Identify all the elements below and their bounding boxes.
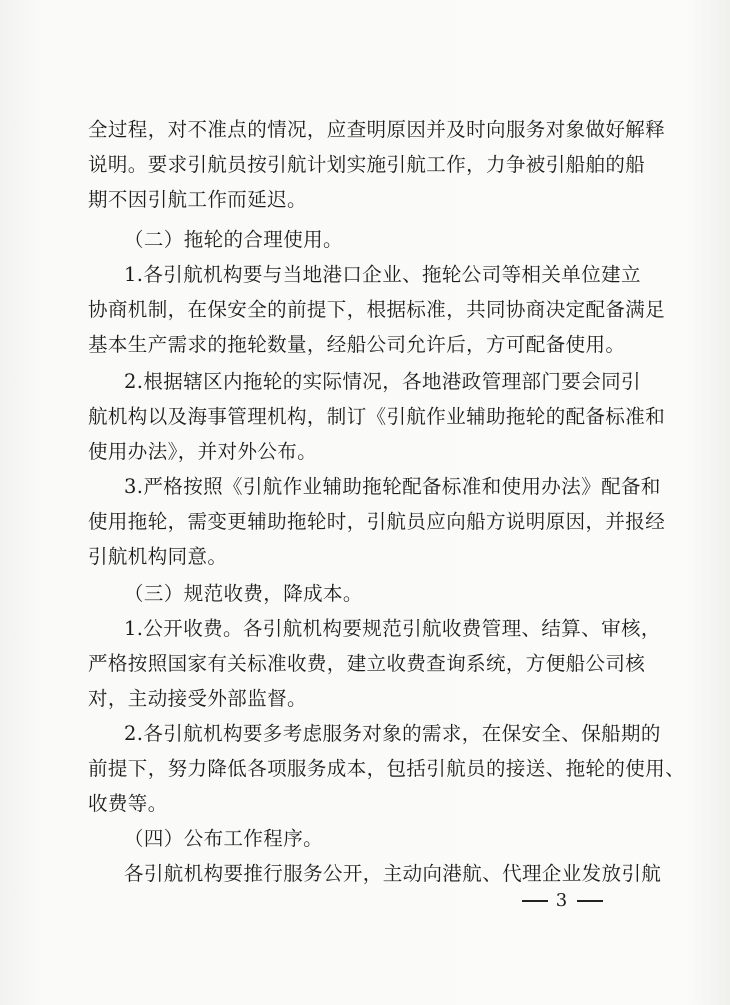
text-line: 收费等。 bbox=[88, 792, 168, 815]
text-line: 2.根据辖区内拖轮的实际情况，各地港政管理部门要会同引 bbox=[124, 370, 641, 393]
page-number-value: 3 bbox=[555, 890, 570, 911]
text-line: 说明。要求引航员按引航计划实施引航工作，力争被引船舶的船 bbox=[88, 153, 646, 176]
text-line: 2.各引航机构要多考虑服务对象的需求，在保安全、保船期的 bbox=[124, 722, 661, 745]
text-line: 基本生产需求的拖轮数量，经船公司允许后，方可配备使用。 bbox=[88, 333, 626, 356]
section-heading-3: （三）规范收费，降成本。 bbox=[124, 582, 363, 605]
dash-left bbox=[522, 900, 548, 902]
text-line: 各引航机构要推行服务公开，主动向港航、代理企业发放引航 bbox=[124, 862, 662, 885]
section-heading-4: （四）公布工作程序。 bbox=[124, 827, 324, 850]
text-line: 全过程，对不准点的情况，应查明原因并及时向服务对象做好解释 bbox=[88, 118, 666, 141]
text-line: 对，主动接受外部监督。 bbox=[88, 687, 307, 710]
text-line: 3.严格按照《引航作业辅助拖轮配备标准和使用办法》配备和 bbox=[124, 475, 661, 498]
text-line: 1.各引航机构要与当地港口企业、拖轮公司等相关单位建立 bbox=[124, 263, 641, 286]
text-line: 航机构以及海事管理机构，制订《引航作业辅助拖轮的配备标准和 bbox=[88, 405, 666, 428]
text-line: 严格按照国家有关标准收费，建立收费查询系统，方便船公司核 bbox=[88, 652, 646, 675]
text-line: 前提下，努力降低各项服务成本，包括引航员的接送、拖轮的使用、 bbox=[88, 757, 686, 780]
text-line: 使用办法》，并对外公布。 bbox=[88, 440, 318, 463]
text-line: 期不因引航工作而延迟。 bbox=[88, 188, 307, 211]
text-line: 协商机制，在保安全的前提下，根据标准，共同协商决定配备满足 bbox=[88, 298, 666, 321]
section-heading-2: （二）拖轮的合理使用。 bbox=[124, 228, 343, 251]
text-line: 使用拖轮，需变更辅助拖轮时，引航员应向船方说明原因，并报经 bbox=[88, 510, 666, 533]
text-line: 引航机构同意。 bbox=[88, 545, 228, 568]
page-number bbox=[522, 890, 603, 912]
dash-right bbox=[577, 900, 603, 902]
text-line: 1.公开收费。各引航机构要规范引航收费管理、结算、审核， bbox=[124, 617, 661, 640]
